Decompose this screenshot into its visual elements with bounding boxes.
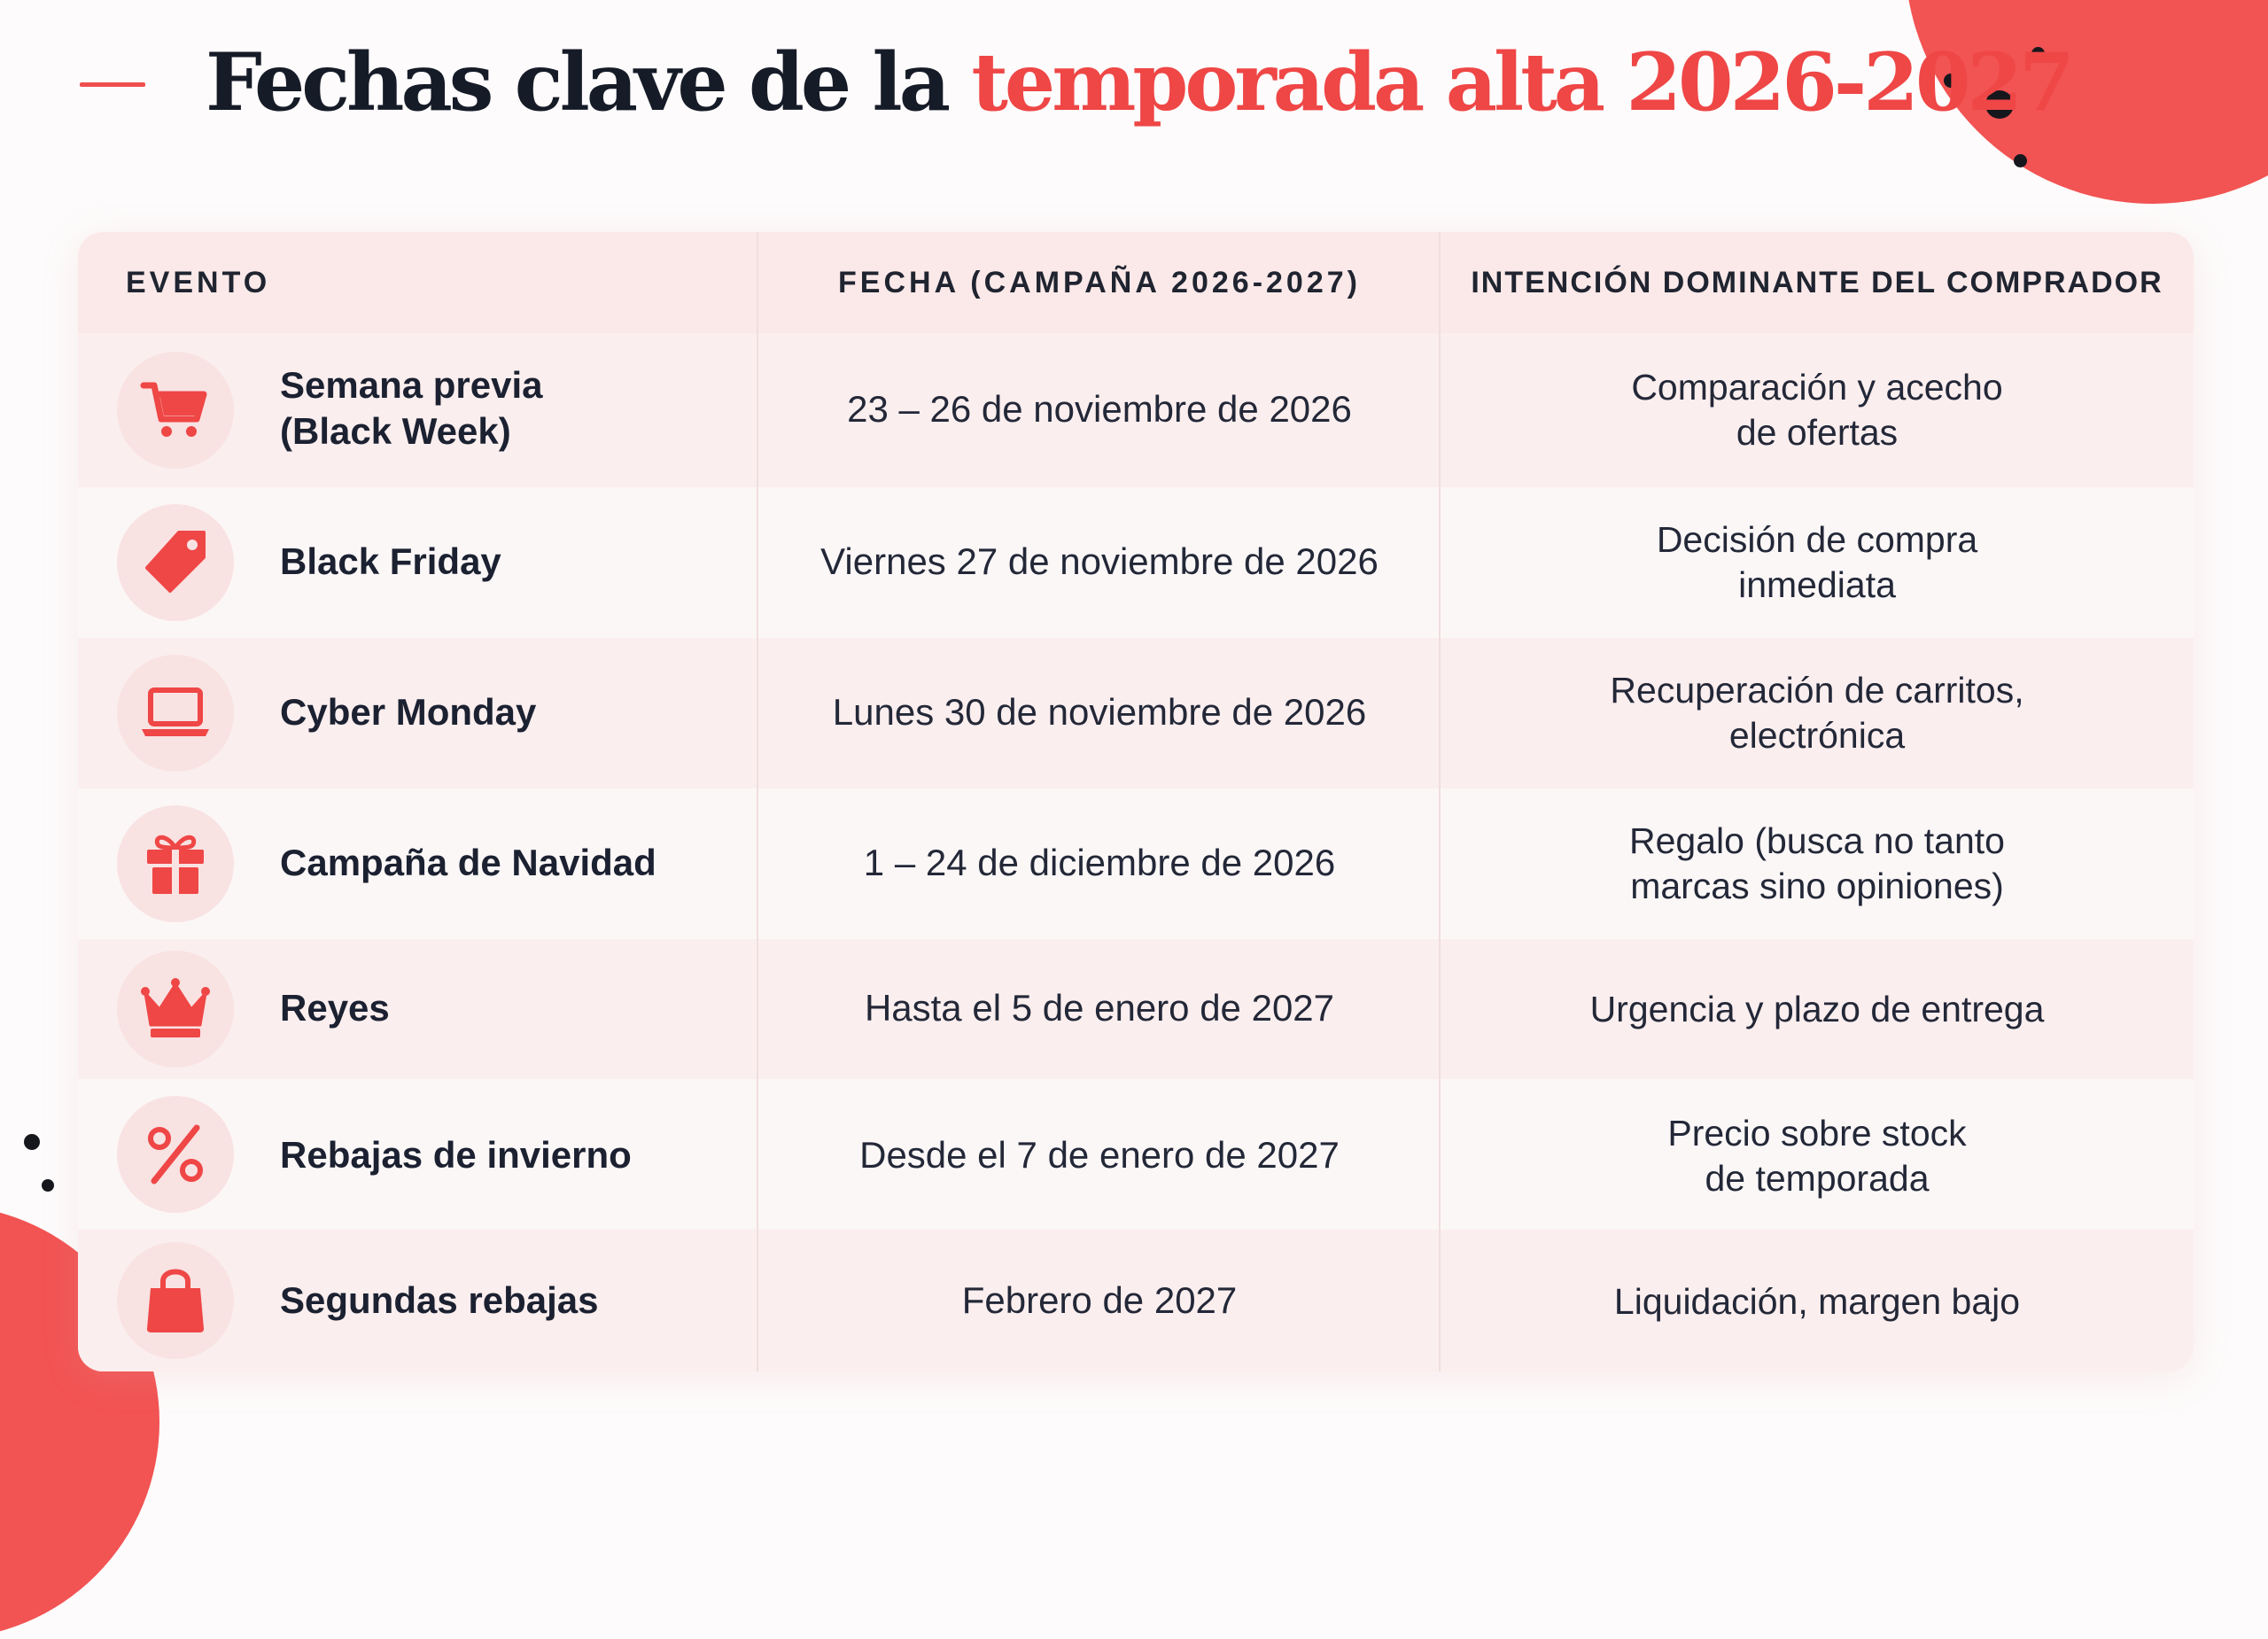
buyer-intent: Recuperación de carritos, electrónica (1610, 670, 2024, 756)
column-header-intent: INTENCIÓN DOMINANTE DEL COMPRADOR (1471, 266, 2163, 299)
table-row (78, 788, 2194, 939)
page-title (206, 34, 2071, 131)
column-header-date: FECHA (CAMPAÑA 2026-2027) (838, 266, 1361, 299)
event-date: Viernes 27 de noviembre de 2026 (820, 540, 1379, 582)
column-divider (1439, 232, 1441, 1371)
table-row (78, 1079, 2194, 1230)
page-title-dark: Fechas clave de la (206, 35, 948, 129)
column-header-event: EVENTO (126, 266, 271, 299)
tag-icon (117, 504, 234, 621)
table-row (78, 1230, 2194, 1371)
event-date: 1 – 24 de diciembre de 2026 (863, 842, 1336, 883)
laptop-icon (117, 655, 234, 772)
buyer-intent: Liquidación, margen bajo (1613, 1281, 2021, 1322)
percent-icon (117, 1096, 234, 1213)
crown-icon (117, 951, 234, 1068)
buyer-intent: Urgencia y plazo de entrega (1589, 989, 2045, 1029)
buyer-intent: Precio sobre stock de temporada (1667, 1113, 1967, 1199)
event-date: Hasta el 5 de enero de 2027 (864, 987, 1335, 1029)
event-name: Segundas rebajas (280, 1279, 599, 1321)
table-header-row (78, 232, 2194, 333)
event-name: Black Friday (280, 540, 501, 582)
event-date: Lunes 30 de noviembre de 2026 (832, 691, 1367, 733)
decorative-dot (2014, 154, 2027, 167)
event-name: Reyes (280, 987, 390, 1029)
table-row (78, 939, 2194, 1079)
title-accent-dash (80, 82, 145, 87)
event-name: Semana previa (Black Week) (280, 364, 543, 452)
cart-icon (117, 352, 234, 469)
decorative-dot (24, 1134, 40, 1150)
buyer-intent: Comparación y acecho de ofertas (1631, 367, 2003, 453)
event-date: 23 – 26 de noviembre de 2026 (847, 388, 1352, 430)
buyer-intent: Decisión de compra inmediata (1656, 519, 1978, 605)
event-name: Rebajas de invierno (280, 1134, 632, 1176)
buyer-intent: Regalo (busca no tanto marcas sino opiniones) (1629, 820, 2005, 906)
event-name: Cyber Monday (280, 691, 537, 733)
page-title-accent: temporada alta 2026-2027 (971, 35, 2071, 129)
column-divider (757, 232, 758, 1371)
shopping-bag-icon (117, 1242, 234, 1359)
table-row (78, 638, 2194, 788)
table-row (78, 333, 2194, 487)
event-date: Febrero de 2027 (961, 1279, 1238, 1321)
key-dates-table (78, 232, 2194, 1371)
event-name: Campaña de Navidad (280, 842, 656, 883)
table-row (78, 487, 2194, 638)
decorative-dot (42, 1179, 54, 1192)
event-date: Desde el 7 de enero de 2027 (859, 1134, 1340, 1176)
gift-icon (117, 805, 234, 922)
